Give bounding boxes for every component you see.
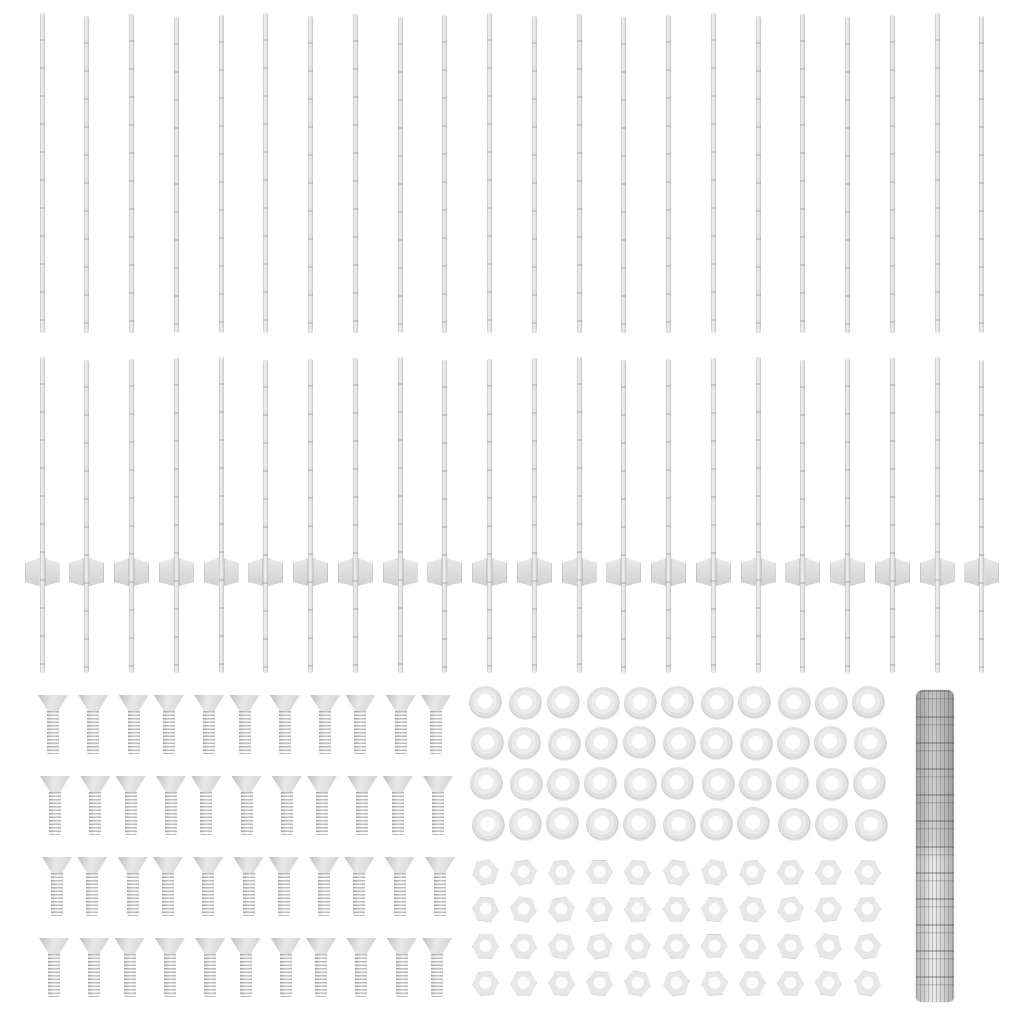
wire-mesh-roll bbox=[916, 690, 954, 1002]
